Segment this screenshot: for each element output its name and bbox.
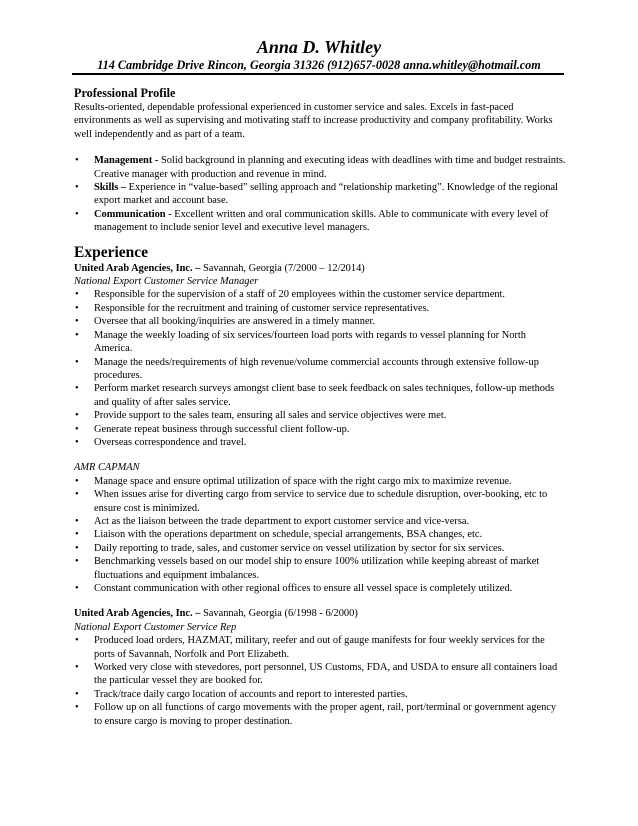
duty-item: • Generate repeat business through successful client follow-up. bbox=[74, 423, 566, 436]
candidate-name: Anna D. Whitley bbox=[256, 37, 382, 57]
duty-item: • Perform market research surveys amongst client base to seek feedback on sales techniques, follow-up methods and quality of after sales service. bbox=[74, 382, 566, 409]
skill-label: Management - bbox=[94, 155, 159, 167]
job-header bbox=[74, 607, 566, 620]
duty-item: • Manage the weekly loading of six services/fourteen load ports with regards to vessel planning for North America. bbox=[74, 329, 566, 356]
profile-heading: Professional Profile bbox=[74, 86, 176, 100]
duty-item: • Daily reporting to trade, sales, and customer service on vessel utilization by sector for six services. bbox=[74, 542, 566, 555]
skill-item bbox=[74, 208, 566, 235]
duty-item: • Track/trace daily cargo location of accounts and report to interested parties. bbox=[74, 688, 566, 701]
job-location: Savannah, Georgia (6/1998 - 6/2000) bbox=[200, 608, 358, 620]
skills-list bbox=[74, 154, 566, 234]
duty-item: • Liaison with the operations department on schedule, special arrangements, BSA changes, etc. bbox=[74, 528, 566, 541]
skill-item bbox=[74, 154, 566, 181]
duty-item: • Act as the liaison between the trade department to export customer service and vice-versa. bbox=[74, 515, 566, 528]
duty-item: • Benchmarking vessels based on our model ship to ensure 100% utilization while keeping abreast of market fluctuations and equipment imbalances. bbox=[74, 555, 566, 582]
duty-item: • Oversee that all booking/inquiries are answered in a timely manner. bbox=[74, 315, 566, 328]
duty-item: • Manage space and ensure optimal utilization of space with the right cargo mix to maximize revenue. bbox=[74, 475, 566, 488]
profile-summary: Results-oriented, dependable professional experienced in customer service and sales. Excels in fast-paced environments as well as supervising and motivating staff to increase productivity and company profitability. Works well independently and as part of a team. bbox=[74, 102, 553, 140]
header-rule bbox=[72, 73, 564, 75]
skill-item bbox=[74, 181, 566, 208]
company-name: United Arab Agencies, Inc. – bbox=[74, 608, 201, 620]
skill-text: Excellent written and oral communication skills. Able to communicate with every level of management to include senior level and executive level managers. bbox=[94, 208, 549, 234]
job-duties bbox=[74, 475, 566, 596]
duty-item: • Responsible for the supervision of a staff of 20 employees within the customer service department. bbox=[74, 288, 566, 301]
skill-label: Skills – bbox=[94, 182, 127, 194]
experience-heading: Experience bbox=[74, 243, 149, 261]
job-title: AMR CAPMAN bbox=[74, 462, 140, 474]
duty-item: • Provide support to the sales team, ensuring all sales and service objectives were met. bbox=[74, 409, 566, 422]
job-title: National Export Customer Service Manager bbox=[74, 276, 259, 288]
duty-item: • Responsible for the recruitment and training of customer service representatives. bbox=[74, 302, 566, 315]
company-name: United Arab Agencies, Inc. – bbox=[74, 262, 201, 274]
duty-item: • Manage the needs/requirements of high revenue/volume commercial accounts through extensive follow-up procedures. bbox=[74, 356, 566, 383]
duty-item: • When issues arise for diverting cargo from service to service due to schedule disruption, over-booking, etc to ensure cost is minimized. bbox=[74, 488, 566, 515]
duty-item: • Produced load orders, HAZMAT, military, reefer and out of gauge manifests for four weekly services for the ports of Savannah, Norfolk and Port Elizabeth. bbox=[74, 634, 566, 661]
job-title: National Export Customer Service Rep bbox=[74, 621, 237, 633]
skill-text: Experience in “value-based” selling approach and “relationship marketing”. Knowledge of the regional export market and account base. bbox=[94, 182, 558, 207]
duty-item: • Overseas correspondence and travel. bbox=[74, 436, 566, 449]
job-location: Savannah, Georgia (7/2000 – 12/2014) bbox=[200, 262, 365, 274]
contact-line: 114 Cambridge Drive Rincon, Georgia 31326 (912)657-0028 anna.whitley@hotmail.com bbox=[97, 58, 541, 72]
job-duties bbox=[74, 634, 566, 728]
duty-item: • Follow up on all functions of cargo movements with the proper agent, rail, port/terminal or government agency to ensure cargo is moving to proper destination. bbox=[74, 701, 566, 728]
skill-label: Communication - bbox=[94, 208, 172, 220]
resume-body bbox=[74, 86, 566, 728]
job-duties bbox=[74, 288, 566, 449]
job-header bbox=[74, 262, 566, 275]
duty-item: • Constant communication with other regional offices to ensure all vessel space is completely utilized. bbox=[74, 582, 566, 595]
duty-item: • Worked very close with stevedores, port personnel, US Customs, FDA, and USDA to ensure all containers load the particular vessel they are booked for. bbox=[74, 661, 566, 688]
skill-text: Solid background in planning and executing ideas with deadlines with time and budget restraints. Creative manager with production and revenue in mind. bbox=[94, 155, 566, 180]
